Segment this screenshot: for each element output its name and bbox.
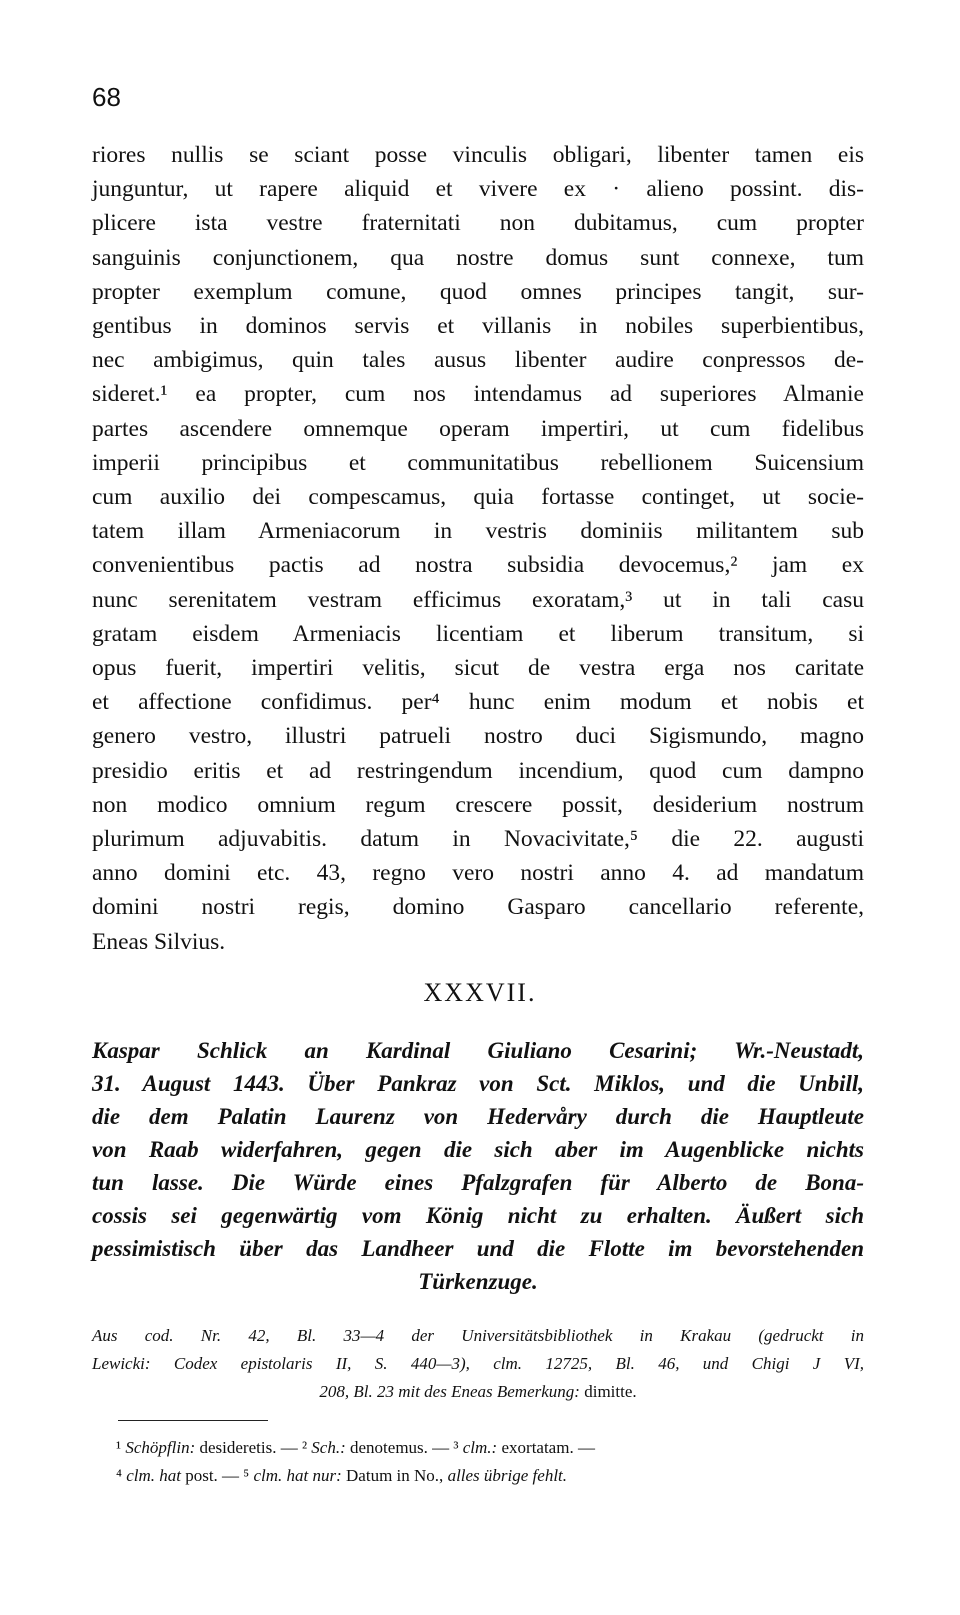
source-line-1: Aus cod. Nr. 42, Bl. 33—4 der Universitätsbibliothek in Krakau (gedruckt in xyxy=(92,1326,864,1345)
footnote-segment: clm. hat xyxy=(126,1466,181,1485)
source-line-3 xyxy=(92,1378,864,1406)
body-text-line: nec ambigimus, quin tales ausus libenter audire conpressos de- xyxy=(92,347,864,374)
body-text-line: convenientibus pactis ad nostra subsidia devocemus,² jam ex xyxy=(92,552,864,579)
source-line-3-italic: 208, Bl. 23 mit des Eneas Bemerkung: xyxy=(319,1382,580,1401)
footnote-separator-rule xyxy=(118,1420,268,1421)
footnote-segment: desideretis. — ² xyxy=(195,1438,312,1457)
source-note xyxy=(92,1322,864,1406)
regest-line: Türkenzuge. xyxy=(418,1269,538,1294)
source-line-3-plain: dimitte. xyxy=(579,1382,637,1401)
body-text-line: non modico omnium regum crescere possit, desiderium nostrum xyxy=(92,791,864,818)
document-summary-regest xyxy=(92,1034,864,1298)
footnote-segment: alles übrige fehlt. xyxy=(447,1466,568,1485)
page-number: 68 xyxy=(92,82,121,112)
body-text-line: Eneas Silvius. xyxy=(92,928,226,955)
footnote-segment: denotemus. — ³ xyxy=(345,1438,463,1457)
footnote-segment: exortatam. — xyxy=(497,1438,595,1457)
footnote-segment: post. — ⁵ xyxy=(180,1466,254,1485)
body-text-line: sideret.¹ ea propter, cum nos intendamus ad superiores Almanie xyxy=(92,381,864,408)
body-text-line: imperii principibus et communitatibus rebellionem Suicensium xyxy=(92,449,864,476)
footnotes xyxy=(116,1434,864,1490)
footnote-segment: ¹ xyxy=(116,1438,126,1457)
regest-line: tun lasse. Die Würde eines Pfalzgrafen für Alberto de Bona- xyxy=(92,1170,864,1195)
footnote-line-1 xyxy=(116,1434,864,1462)
body-text-line: domini nostri regis, domino Gasparo cancellario referente, xyxy=(92,894,864,921)
regest-line: pessimistisch über das Landheer und die Flotte im bevorstehenden xyxy=(92,1236,864,1261)
body-text-line: anno domini etc. 43, regno vero nostri anno 4. ad mandatum xyxy=(92,860,864,887)
body-text-line: presidio eritis et ad restringendum incendium, quod cum dampno xyxy=(92,757,864,784)
regest-line: die dem Palatin Laurenz von Hedervåry durch die Hauptleute xyxy=(92,1104,864,1129)
source-line-2: Lewicki: Codex epistolaris II, S. 440—3), clm. 12725, Bl. 46, und Chigi J VI, xyxy=(92,1354,864,1373)
body-text-line: plicere ista vestre fraternitati non dubitamus, cum propter xyxy=(92,210,864,237)
letter-body-text xyxy=(92,138,864,959)
body-text-line: gratam eisdem Armeniacis licentiam et liberum transitum, si xyxy=(92,620,864,647)
footnote-segment: Schöpflin: xyxy=(125,1438,196,1457)
body-text-line: junguntur, ut rapere aliquid et vivere ex · alieno possint. dis- xyxy=(92,176,864,203)
body-text-line: et affectione confidimus. per⁴ hunc enim modum et nobis et xyxy=(92,689,864,716)
body-text-line: partes ascendere omnemque operam impertiri, ut cum fidelibus xyxy=(92,415,864,442)
body-text-line: tatem illam Armeniacorum in vestris dominiis militantem sub xyxy=(92,518,864,545)
regest-line: Kaspar Schlick an Kardinal Giuliano Cesarini; Wr.-Neustadt, xyxy=(92,1038,864,1063)
body-text-line: sanguinis conjunctionem, qua nostre domus sunt connexe, tum xyxy=(92,244,864,271)
body-text-line: plurimum adjuvabitis. datum in Novacivitate,⁵ die 22. augusti xyxy=(92,826,864,853)
body-text-line: nunc serenitatem vestram efficimus exoratam,³ ut in tali casu xyxy=(92,586,864,613)
regest-line: von Raab widerfahren, gegen die sich aber im Augenblicke nichts xyxy=(92,1137,864,1162)
regest-line: 31. August 1443. Über Pankraz von Sct. Miklos, und die Unbill, xyxy=(92,1071,864,1096)
body-text-line: gentibus in dominos servis et villanis in nobiles superbientibus, xyxy=(92,313,864,340)
regest-line: cossis sei gegenwärtig vom König nicht zu erhalten. Äußert sich xyxy=(92,1203,864,1228)
footnote-line-2 xyxy=(116,1462,864,1490)
body-text-line: opus fuerit, impertiri velitis, sicut de vestra erga nos caritate xyxy=(92,655,864,682)
document-number-heading: XXXVII. xyxy=(423,978,537,1007)
footnote-segment: clm. hat nur: xyxy=(253,1466,342,1485)
footnote-segment: Sch.: xyxy=(311,1438,346,1457)
footnote-segment: Datum in No., xyxy=(341,1466,448,1485)
body-text-line: cum auxilio dei compescamus, quia fortasse continget, ut socie- xyxy=(92,484,864,511)
body-text-line: riores nullis se sciant posse vinculis obligari, libenter tamen eis xyxy=(92,142,864,168)
body-text-line: genero vestro, illustri patrueli nostro duci Sigismundo, magno xyxy=(92,723,864,750)
body-text-line: propter exemplum comune, quod omnes principes tangit, sur- xyxy=(92,278,864,305)
footnote-segment: ⁴ xyxy=(116,1466,127,1485)
footnote-segment: clm.: xyxy=(462,1438,498,1457)
